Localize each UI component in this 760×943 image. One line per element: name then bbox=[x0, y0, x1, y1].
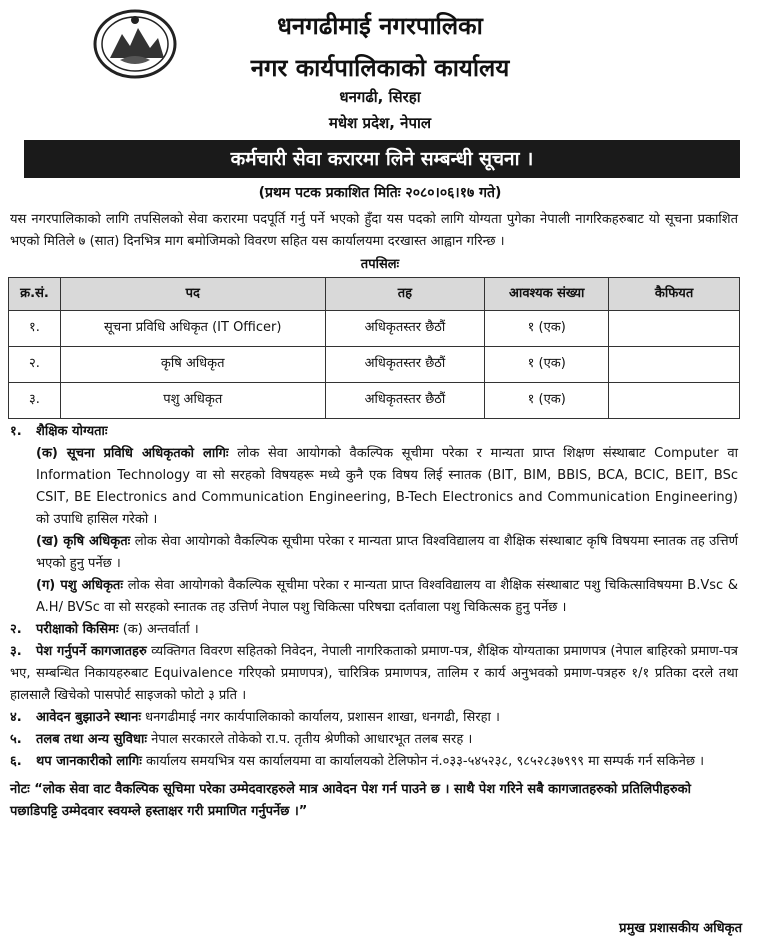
section-contact bbox=[10, 751, 738, 773]
cell-level: अधिकृतस्तर छैठौं bbox=[325, 346, 485, 382]
section-number: ४. bbox=[10, 709, 22, 725]
col-header-remarks: कैफियत bbox=[609, 277, 740, 310]
section-documents bbox=[10, 641, 738, 707]
vacancy-table bbox=[8, 277, 740, 419]
section-title: शैक्षिक योग्यताः bbox=[36, 423, 108, 439]
section-title: पेश गर्नुपर्ने कागजातहरु bbox=[36, 643, 147, 659]
qualification-it-officer bbox=[36, 443, 738, 531]
section-text: व्यक्तिगत विवरण सहितको निवेदन, नेपाली नागरिकताको प्रमाण-पत्र, शैक्षिक योग्यताका प्रमाणपत्र (नेपाल बाहिरको प्रमाण-पत्र भए, सम्बन्धित निकायहरुबाट Equivalence गरिएको प्रमाणपत्र), चारित्रिक प्रमाणपत्र, तालिम र कार्य अनुभवको प्रमाण-पत्रहरु १/१ प्रतिका दरले तथा हालसालै खिचेको पासपोर्ट साइजको फोटो ३ प्रति । bbox=[10, 643, 738, 703]
sub-label: (ख) कृषि अधिकृतः bbox=[36, 533, 131, 549]
table-header-row bbox=[9, 277, 740, 310]
cell-remarks bbox=[609, 382, 740, 418]
section-text: कार्यालय समयभित्र यस कार्यालयमा वा कार्यालयको टेलिफोन नं.०३३-५४५२३८, ९८५२८३७९९९ मा सम्पर्क गर्न सकिनेछ । bbox=[146, 753, 705, 769]
cell-post: सूचना प्रविधि अधिकृत (IT Officer) bbox=[60, 310, 325, 346]
section-salary bbox=[10, 729, 738, 751]
section-title: आवेदन बुझाउने स्थानः bbox=[36, 709, 141, 725]
qualification-agriculture-officer bbox=[36, 531, 738, 575]
cell-level: अधिकृतस्तर छैठौं bbox=[325, 382, 485, 418]
section-exam-type bbox=[10, 619, 738, 641]
section-title: परीक्षाको किसिमः bbox=[36, 621, 119, 637]
sub-label: (क) सूचना प्रविधि अधिकृतको लागिः bbox=[36, 445, 229, 461]
col-header-count: आवश्यक संख्या bbox=[485, 277, 609, 310]
section-text: नेपाल सरकारले तोकेको रा.प. तृतीय श्रेणीको आधारभूत तलब सरह । bbox=[151, 731, 473, 747]
publish-date: (प्रथम पटक प्रकाशित मितिः २०८०।०६।१७ गते) bbox=[258, 185, 502, 201]
office-name: नगर कार्यपालिकाको कार्यालय bbox=[250, 54, 510, 82]
table-row bbox=[9, 346, 740, 382]
office-location: धनगढी, सिरहा bbox=[339, 88, 421, 106]
sub-text: लोक सेवा आयोगको वैकल्पिक सूचीमा परेका र मान्यता प्राप्त विश्वविद्यालय वा शैक्षिक संस्थाबाट पशु चिकित्साविषयमा B.Vsc & A.H/ BVSc वा सो सरहको स्नातक तह उत्तिर्ण नेपाल पशु चिकित्सा परिषद्मा दर्तावाला पशु चिकित्सक हुनु पर्नेछ । bbox=[36, 577, 739, 615]
section-number: १. bbox=[10, 423, 22, 439]
section-number: ५. bbox=[10, 731, 22, 747]
section-number: ३. bbox=[10, 643, 22, 659]
cell-remarks bbox=[609, 310, 740, 346]
cell-count: १ (एक) bbox=[485, 382, 609, 418]
cell-remarks bbox=[609, 346, 740, 382]
letterhead bbox=[0, 0, 760, 136]
section-submission-place bbox=[10, 707, 738, 729]
org-name: धनगढीमाई नगरपालिका bbox=[277, 12, 483, 40]
cell-count: १ (एक) bbox=[485, 346, 609, 382]
section-number: २. bbox=[10, 621, 22, 637]
cell-count: १ (एक) bbox=[485, 310, 609, 346]
section-number: ६. bbox=[10, 753, 22, 769]
notice-title-banner: कर्मचारी सेवा करारमा लिने सम्बन्धी सूचना । bbox=[24, 140, 740, 178]
office-province: मधेश प्रदेश, नेपाल bbox=[328, 114, 432, 132]
cell-sn: २. bbox=[9, 346, 61, 382]
section-title: तलब तथा अन्य सुविधाः bbox=[36, 731, 147, 747]
table-row bbox=[9, 382, 740, 418]
section-title: थप जानकारीको लागिः bbox=[36, 753, 142, 769]
col-header-sn: क्र.सं. bbox=[9, 277, 61, 310]
sub-text: लोक सेवा आयोगको वैकल्पिक सूचीमा परेका र मान्यता प्राप्त शिक्षण संस्थाबाट Computer वा Information Technology वा सो सरहको विषयहरू मध्ये कुनै एक विषय लिई स्नातक (BIT, BIM, BBIS, BCA, BCIC, BEIT, BSc CSIT, BE Electronics and Communication Engineering, B-Tech Electronics and Communication Engineering) को उपाधि हासिल गरेको । bbox=[36, 445, 738, 527]
section-text: धनगढीमाई नगर कार्यपालिकाको कार्यालय, प्रशासन शाखा, धनगढी, सिरहा । bbox=[145, 709, 500, 725]
sub-text: लोक सेवा आयोगको वैकल्पिक सूचीमा परेका र मान्यता प्राप्त विश्वविद्यालय वा शैक्षिक संस्थाबाट कृषि विषयमा स्नातक तह उत्तिर्ण भएको हुनु पर्नेछ । bbox=[36, 533, 739, 571]
intro-paragraph: यस नगरपालिकाको लागि तपसिलको सेवा करारमा पदपूर्ति गर्नु पर्ने भएको हुँदा यस पदको लागि योग्यता पुगेका नेपाली नागरिकहरुबाट यो सूचना प्रकाशित भएको मितिले ७ (सात) दिनभित्र माग बमोजिमको विवरण सहित यस कार्यालयमा दरखास्त आह्वान गरिन्छ । bbox=[10, 211, 738, 249]
sub-label: (ग) पशु अधिकृतः bbox=[36, 577, 123, 593]
signatory-title: प्रमुख प्रशासकीय अधिकृत bbox=[619, 920, 742, 936]
section-qualification bbox=[10, 421, 738, 773]
qualification-veterinary-officer bbox=[36, 575, 738, 619]
col-header-post: पद bbox=[60, 277, 325, 310]
cell-level: अधिकृतस्तर छैठौं bbox=[325, 310, 485, 346]
cell-post: कृषि अधिकृत bbox=[60, 346, 325, 382]
table-row bbox=[9, 310, 740, 346]
section-text: (क) अन्तर्वार्ता । bbox=[122, 621, 199, 637]
cell-sn: १. bbox=[9, 310, 61, 346]
col-header-level: तह bbox=[325, 277, 485, 310]
cell-post: पशु अधिकृत bbox=[60, 382, 325, 418]
note-paragraph: नोटः “लोक सेवा वाट वैकल्पिक सूचिमा परेका उम्मेदवारहरुले मात्र आवेदन पेश गर्न पाउने छ । साथै पेश गरिने सबै कागजातहरुको प्रतिलिपीहरुको पछाडिपट्टि उम्मेदवार स्वयम्ले हस्ताक्षर गरी प्रमाणित गर्नुपर्नेछ ।” bbox=[10, 781, 691, 819]
schedule-title: तपसिलः bbox=[360, 256, 400, 272]
cell-sn: ३. bbox=[9, 382, 61, 418]
